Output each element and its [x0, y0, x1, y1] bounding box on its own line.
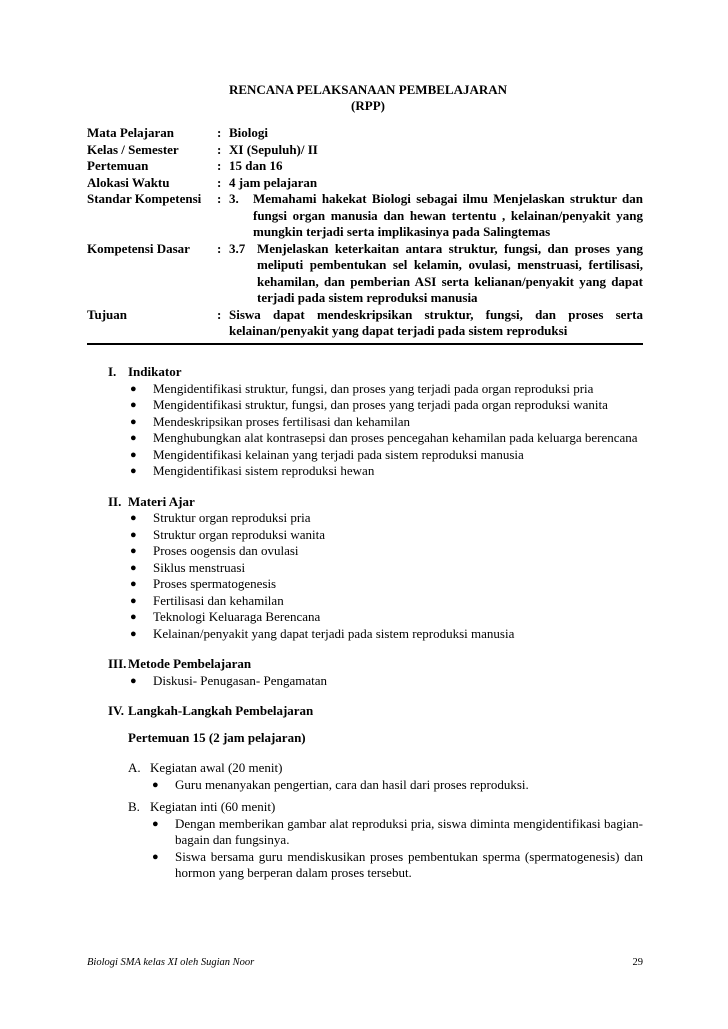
info-value: Siswa dapat mendeskripsikan struktur, fungsi, dan proses serta kelainan/penyakit yang dapat terjadi pada sistem reproduksi [229, 306, 643, 338]
list-item-text: Fertilisasi dan kehamilan [153, 592, 284, 608]
list-item-text: Mendeskripsikan proses fertilisasi dan kehamilan [153, 413, 411, 429]
info-row-alokasi [87, 175, 643, 192]
page-number: 29 [632, 957, 643, 968]
section-metode [108, 656, 643, 689]
info-value: 15 dan 16 [229, 158, 283, 173]
list-item-text: Dengan memberikan gambar alat reproduksi pria, siswa diminta mengidentifikasi bagian-bagain dan fungsinya. [175, 815, 643, 847]
info-label: Mata Pelajaran [87, 125, 175, 140]
list-item [150, 849, 643, 882]
bullet-icon: ● [152, 850, 159, 863]
list-item [128, 397, 643, 414]
bullet-icon: ● [130, 465, 137, 477]
section-langkah [108, 703, 643, 882]
bullet-icon: ● [130, 415, 137, 428]
info-label: Kompetensi Dasar [87, 240, 190, 256]
info-row-tujuan [87, 307, 643, 340]
document-title [218, 82, 518, 114]
bullet-icon: ● [130, 674, 137, 687]
list-item-text: Mengidentifikasi kelainan yang terjadi pada sistem reproduksi manusia [153, 446, 524, 462]
pertemuan-heading: Pertemuan 15 (2 jam pelajaran) [128, 729, 306, 745]
list-item-text: Siswa bersama guru mendiskusikan proses pembentukan sperma (spermatogenesis) dan hormon yang berperan dalam proses tersebut. [175, 848, 643, 880]
info-value [229, 191, 643, 241]
list-item [128, 593, 643, 610]
list-item [128, 381, 643, 398]
sk-number: 3. [229, 191, 239, 206]
info-colon: : [217, 306, 222, 322]
list-item-text: Teknologi Keluaraga Berencana [153, 609, 321, 624]
info-label: Alokasi Waktu [87, 174, 170, 190]
list-item-text: Guru menanyakan pengertian, cara dan hasil dari proses reproduksi. [175, 776, 529, 792]
section-number: II. [108, 493, 122, 509]
section-heading [108, 656, 643, 673]
title-line-2: (RPP) [351, 98, 385, 113]
bullet-icon: ● [130, 627, 137, 640]
kegiatan-letter: A. [128, 760, 141, 775]
page-footer [87, 957, 643, 968]
list-item-text: Proses oogensis dan ovulasi [153, 543, 299, 558]
info-value: 4 jam pelajaran [229, 174, 318, 190]
bullet-icon: ● [130, 561, 137, 574]
list-item [128, 527, 643, 544]
section-heading [108, 494, 643, 511]
document-body [108, 364, 643, 896]
bullet-icon: ● [130, 432, 137, 444]
kd-number: 3.7 [229, 240, 246, 256]
list-item [128, 626, 643, 643]
list-item-text: Proses spermatogenesis [153, 576, 277, 591]
footer-text: Biologi SMA kelas XI oleh Sugian Noor [87, 957, 255, 968]
info-row-standar-kompetensi [87, 191, 643, 241]
list-item [128, 673, 643, 690]
list-item [128, 447, 643, 464]
kegiatan-body [150, 799, 643, 882]
bullet-icon: ● [130, 594, 137, 607]
list-item [128, 430, 643, 447]
list-item-text: Struktur organ reproduksi pria [153, 510, 311, 525]
section-number: I. [108, 364, 117, 379]
info-label: Kelas / Semester [87, 141, 179, 157]
list-item [128, 576, 643, 593]
bullet-icon: ● [130, 512, 137, 524]
list-item [150, 777, 643, 794]
list-item [128, 543, 643, 560]
horizontal-divider [87, 343, 643, 345]
identity-block [87, 125, 643, 340]
info-row-kompetensi-dasar [87, 241, 643, 307]
kd-text: Menjelaskan keterkaitan antara struktur, fungsi, dan proses yang meliputi pembentukan sel kelamin, ovulasi, menstruasi, fertilisasi, kehamilan, dan pemberian ASI serta kelianan/penyakit yang dapat terjadi pada sistem reproduksi manusia [257, 240, 643, 305]
info-label: Pertemuan [87, 158, 149, 173]
langkah-content [128, 730, 643, 882]
info-value [229, 241, 643, 307]
section-indikator [108, 364, 643, 480]
info-value: XI (Sepuluh)/ II [229, 141, 318, 157]
list-item-text: Kelainan/penyakit yang dapat terjadi pada sistem reproduksi manusia [153, 625, 515, 641]
section-title: Metode Pembelajaran [128, 656, 252, 671]
bullet-icon: ● [130, 399, 137, 411]
bullet-list [150, 816, 643, 882]
section-title: Indikator [128, 364, 182, 379]
kegiatan-body [150, 760, 643, 793]
list-item-text: Diskusi- Penugasan- Pengamatan [153, 672, 328, 688]
kegiatan-inti [128, 799, 643, 882]
info-value: Biologi [229, 125, 269, 140]
list-item-text: Siklus menstruasi [153, 559, 246, 575]
section-materi-ajar [108, 494, 643, 643]
list-item-text: Menghubungkan alat kontrasepsi dan proses pencegahan kehamilan pada keluarga berencana [153, 430, 638, 445]
kegiatan-title: Kegiatan awal (20 menit) [150, 760, 283, 775]
list-item-text: Mengidentifikasi sistem reproduksi hewan [153, 463, 375, 478]
list-item [128, 510, 643, 527]
bullet-icon: ● [152, 778, 159, 791]
list-item [128, 463, 643, 480]
section-title: Langkah-Langkah Pembelajaran [128, 703, 314, 718]
list-item [150, 816, 643, 849]
info-row-mata-pelajaran [87, 125, 643, 142]
bullet-icon: ● [152, 817, 159, 830]
bullet-list [128, 673, 643, 690]
list-item-text: Struktur organ reproduksi wanita [153, 526, 325, 542]
section-number: IV. [108, 703, 125, 718]
info-label: Standar Kompetensi [87, 191, 202, 206]
list-item-text: Mengidentifikasi struktur, fungsi, dan proses yang terjadi pada organ reproduksi wanita [153, 397, 608, 412]
list-item [128, 414, 643, 431]
bullet-icon: ● [130, 611, 137, 623]
list-item-text: Mengidentifikasi struktur, fungsi, dan proses yang terjadi pada organ reproduksi pria [153, 380, 594, 396]
info-colon: : [217, 125, 222, 140]
bullet-icon: ● [130, 448, 137, 461]
info-label: Tujuan [87, 306, 127, 322]
info-colon: : [217, 174, 222, 190]
info-row-pertemuan [87, 158, 643, 175]
info-colon: : [217, 191, 222, 206]
info-colon: : [217, 158, 222, 173]
kegiatan-letter: B. [128, 799, 140, 814]
kegiatan-awal [128, 760, 643, 793]
section-heading [108, 364, 643, 381]
list-item [128, 560, 643, 577]
section-number: III. [108, 656, 127, 671]
kegiatan-title: Kegiatan inti (60 menit) [150, 799, 276, 814]
section-heading [108, 703, 643, 720]
info-row-kelas [87, 142, 643, 159]
info-colon: : [217, 240, 222, 256]
bullet-list [128, 381, 643, 480]
bullet-list [128, 510, 643, 642]
bullet-icon: ● [130, 578, 137, 590]
title-line-1: RENCANA PELAKSANAAN PEMBELAJARAN [228, 82, 508, 97]
bullet-icon: ● [130, 528, 137, 541]
section-title: Materi Ajar [128, 493, 195, 509]
bullet-icon: ● [130, 382, 137, 395]
bullet-list [150, 777, 643, 794]
bullet-icon: ● [130, 545, 137, 557]
list-item [128, 609, 643, 626]
sk-text: Memahami hakekat Biologi sebagai ilmu Menjelaskan struktur dan fungsi organ manusia dan hewan tertentu , kelainan/penyakit yang mungkin terjadi serta implikasinya pada Salingtemas [253, 191, 643, 239]
info-colon: : [217, 141, 222, 157]
